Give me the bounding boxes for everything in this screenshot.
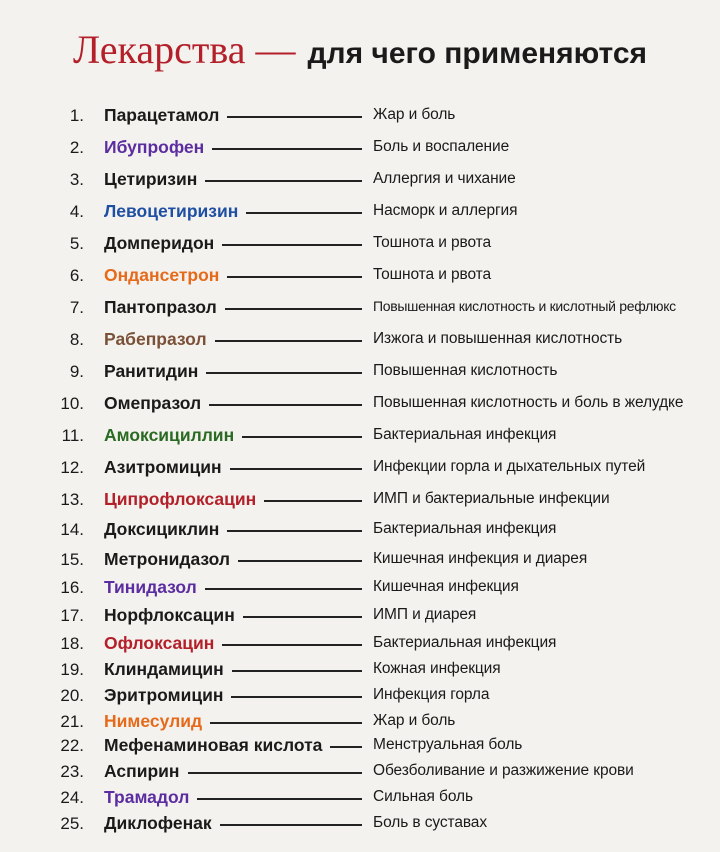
drug-use: Инфекция горла xyxy=(373,686,490,703)
list-item xyxy=(0,658,720,682)
leader-line xyxy=(206,372,362,374)
drug-use: Боль в суставах xyxy=(373,814,487,831)
item-number: 8. xyxy=(69,330,84,349)
item-number: 18. xyxy=(60,634,84,653)
drug-name: Азитромицин xyxy=(104,457,222,477)
list-item xyxy=(0,456,720,480)
item-number: 15. xyxy=(60,550,84,569)
list-item xyxy=(0,488,720,512)
leader-line xyxy=(215,340,362,342)
drug-use: ИМП и бактериальные инфекции xyxy=(373,490,610,507)
drug-use: Аллергия и чихание xyxy=(373,170,516,187)
drug-use: Тошнота и рвота xyxy=(373,234,491,251)
title-main: Лекарства — xyxy=(72,27,296,72)
list-item xyxy=(0,104,720,128)
item-number: 24. xyxy=(60,788,84,807)
drug-name: Диклофенак xyxy=(104,813,212,833)
drug-use: Жар и боль xyxy=(373,712,456,729)
drug-use: Кишечная инфекция и диарея xyxy=(373,550,588,567)
leader-line xyxy=(264,500,362,502)
item-number: 5. xyxy=(69,234,84,253)
drug-use: Повышенная кислотность xyxy=(373,362,558,379)
list-item xyxy=(0,392,720,416)
drug-name: Метронидазол xyxy=(104,549,231,569)
drug-use: Бактериальная инфекция xyxy=(373,520,557,537)
drug-name: Эритромицин xyxy=(104,685,224,705)
list-item xyxy=(0,786,720,810)
list-item xyxy=(0,264,720,288)
drug-name: Ондансетрон xyxy=(104,265,220,285)
leader-line xyxy=(231,696,362,698)
drug-name: Ибупрофен xyxy=(104,137,205,157)
item-number: 21. xyxy=(60,712,84,731)
drug-name: Омепразол xyxy=(104,393,202,413)
item-number: 2. xyxy=(69,138,84,157)
drug-use: Боль и воспаление xyxy=(373,138,510,155)
leader-line xyxy=(212,148,362,150)
list-item xyxy=(0,710,720,734)
drug-use: Насморк и аллергия xyxy=(373,202,518,219)
drug-use: Сильная боль xyxy=(373,788,473,805)
drug-name: Офлоксацин xyxy=(104,633,215,653)
drug-use: Жар и боль xyxy=(373,106,456,123)
leader-line xyxy=(227,530,362,532)
list-item xyxy=(0,424,720,448)
leader-line xyxy=(242,436,362,438)
leader-line xyxy=(246,212,362,214)
item-number: 10. xyxy=(60,394,84,413)
drug-use: Менструальная боль xyxy=(373,736,523,753)
list-item xyxy=(0,200,720,224)
leader-line xyxy=(209,404,362,406)
list-item xyxy=(0,328,720,352)
drug-name: Клиндамицин xyxy=(104,659,224,679)
title-rest: для чего применяются xyxy=(307,37,648,70)
item-number: 17. xyxy=(60,606,84,625)
drug-use: Изжога и повышенная кислотность xyxy=(373,330,623,347)
item-number: 3. xyxy=(69,170,84,189)
drug-name: Трамадол xyxy=(104,787,190,807)
item-number: 11. xyxy=(61,426,84,445)
leader-line xyxy=(227,276,362,278)
list-item xyxy=(0,168,720,192)
item-number: 7. xyxy=(69,298,84,317)
item-number: 22. xyxy=(60,736,84,755)
item-number: 12. xyxy=(60,458,84,477)
drug-name: Норфлоксацин xyxy=(104,605,235,625)
leader-line xyxy=(330,746,362,748)
list-item xyxy=(0,812,720,836)
drug-name: Рабепразол xyxy=(104,329,207,349)
drug-use: Инфекции горла и дыхательных путей xyxy=(373,458,646,475)
leader-line xyxy=(222,244,362,246)
leader-line xyxy=(230,468,362,470)
item-number: 20. xyxy=(60,686,84,705)
list-item xyxy=(0,684,720,708)
drug-name: Амоксициллин xyxy=(104,425,235,445)
leader-line xyxy=(220,824,362,826)
leader-line xyxy=(238,560,362,562)
drug-name: Нимесулид xyxy=(104,711,203,731)
drug-use: Повышенная кислотность и кислотный рефлюкс xyxy=(373,298,676,314)
list-item xyxy=(0,734,720,758)
drug-name: Пантопразол xyxy=(104,297,217,317)
leader-line xyxy=(232,670,362,672)
drug-use: Обезболивание и разжижение крови xyxy=(373,762,634,779)
item-number: 16. xyxy=(60,578,84,597)
item-number: 1. xyxy=(69,106,84,125)
list-item xyxy=(0,296,720,320)
drug-name: Парацетамол xyxy=(104,105,220,125)
drug-use: Кишечная инфекция xyxy=(373,578,519,595)
list-item xyxy=(0,760,720,784)
drug-name: Левоцетиризин xyxy=(104,201,239,221)
leader-line xyxy=(227,116,362,118)
list-item xyxy=(0,632,720,656)
list-item xyxy=(0,360,720,384)
drug-use: Бактериальная инфекция xyxy=(373,426,557,443)
drug-use: Бактериальная инфекция xyxy=(373,634,557,651)
drug-name: Ранитидин xyxy=(104,361,199,381)
list-item xyxy=(0,604,720,628)
item-number: 14. xyxy=(60,520,84,539)
leader-line xyxy=(197,798,362,800)
leader-line xyxy=(188,772,362,774)
list-item xyxy=(0,136,720,160)
drug-name: Мефенаминовая кислота xyxy=(104,735,323,755)
drug-use: Тошнота и рвота xyxy=(373,266,491,283)
drug-use: ИМП и диарея xyxy=(373,606,477,623)
list-item xyxy=(0,576,720,600)
drug-use: Повышенная кислотность и боль в желудке xyxy=(373,394,684,411)
leader-line xyxy=(205,180,362,182)
drug-name: Аспирин xyxy=(104,761,180,781)
leader-line xyxy=(225,308,362,310)
list-item xyxy=(0,518,720,542)
drug-name: Тинидазол xyxy=(104,577,197,597)
leader-line xyxy=(222,644,362,646)
page-title xyxy=(0,26,720,73)
item-number: 6. xyxy=(69,266,84,285)
drug-name: Домперидон xyxy=(104,233,215,253)
drug-name: Цетиризин xyxy=(104,169,198,189)
item-number: 9. xyxy=(69,362,84,381)
item-number: 25. xyxy=(60,814,84,833)
leader-line xyxy=(210,722,362,724)
list-item xyxy=(0,232,720,256)
drug-name: Доксициклин xyxy=(104,519,220,539)
item-number: 4. xyxy=(69,202,84,221)
item-number: 13. xyxy=(60,490,84,509)
item-number: 23. xyxy=(60,762,84,781)
drug-use: Кожная инфекция xyxy=(373,660,501,677)
leader-line xyxy=(243,616,362,618)
item-number: 19. xyxy=(60,660,84,679)
list-item xyxy=(0,548,720,572)
leader-line xyxy=(205,588,362,590)
drug-name: Ципрофлоксацин xyxy=(104,489,257,509)
